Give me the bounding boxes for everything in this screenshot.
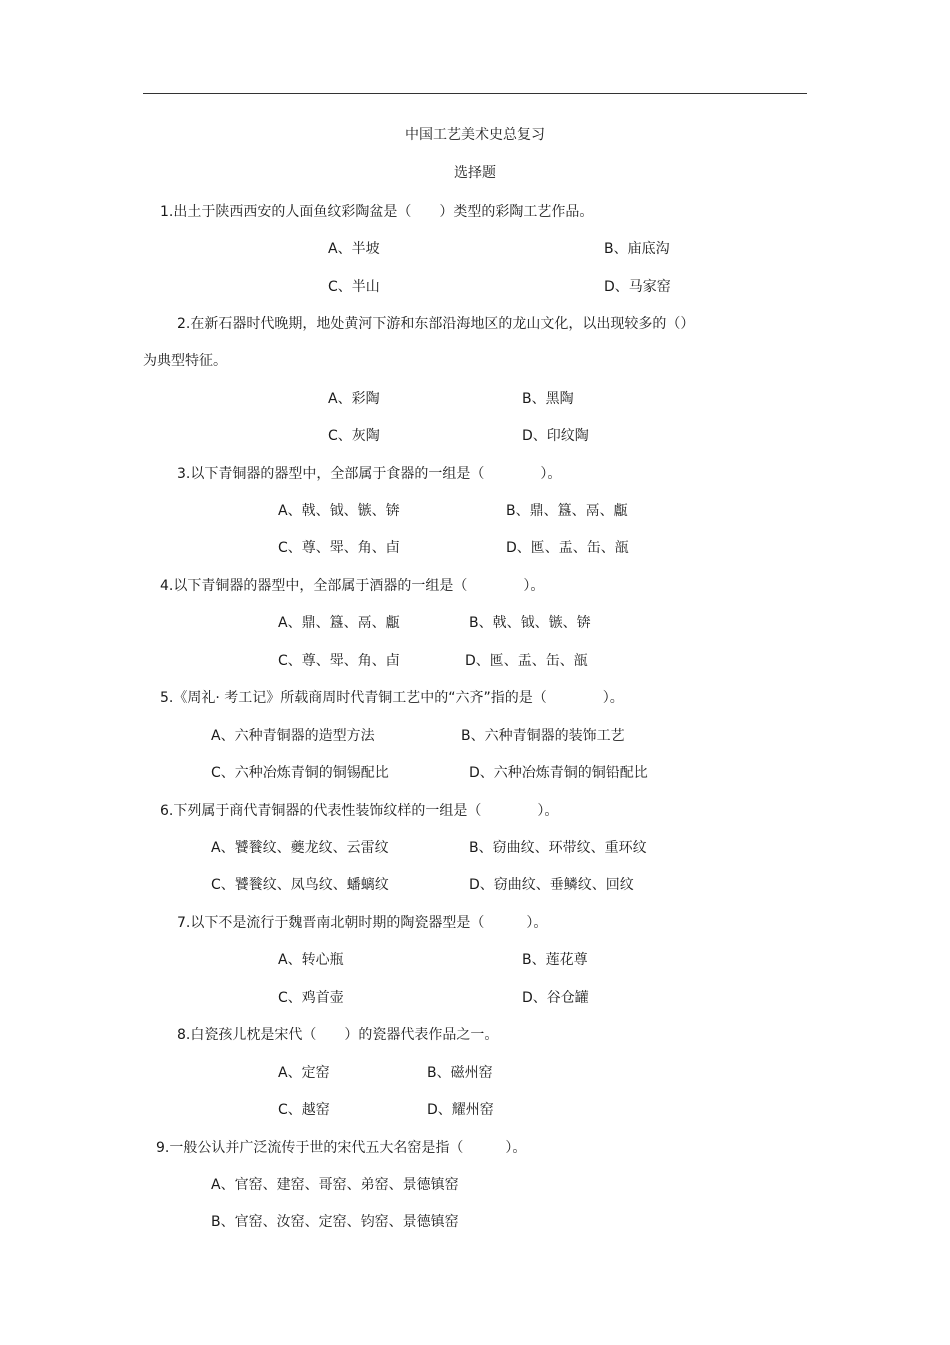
question-4-option-b: B、戟、钺、镞、锛: [469, 615, 591, 631]
question-2-stem: 2.在新石器时代晚期，地处黄河下游和东部沿海地区的龙山文化，以出现较多的（）: [177, 316, 695, 332]
question-3-option-d: D、匜、盂、缶、瓿: [506, 540, 629, 556]
header-rule: [143, 93, 807, 94]
question-8-option-c: C、越窑: [278, 1102, 330, 1118]
question-9-option-b: B、官窑、汝窑、定窑、钧窑、景德镇窑: [211, 1214, 459, 1230]
question-4-stem: 4.以下青铜器的器型中，全部属于酒器的一组是（ ）。: [160, 578, 545, 594]
question-6-option-c: C、饕餮纹、凤鸟纹、蟠螭纹: [211, 877, 389, 893]
question-2-option-b: B、黑陶: [522, 391, 574, 407]
question-4-option-d: D、匜、盂、缶、瓿: [465, 653, 588, 669]
document-title: 中国工艺美术史总复习: [405, 127, 545, 143]
question-3-option-a: A、戟、钺、镞、锛: [278, 503, 400, 519]
question-5-option-c: C、六种冶炼青铜的铜锡配比: [211, 765, 389, 781]
question-6-option-b: B、窃曲纹、环带纹、重环纹: [469, 840, 647, 856]
section-heading: 选择题: [454, 165, 496, 181]
question-4-option-c: C、尊、斝、角、卣: [278, 653, 400, 669]
question-2-option-c: C、灰陶: [328, 428, 380, 444]
question-8-stem: 8.白瓷孩儿枕是宋代（ ）的瓷器代表作品之一。: [177, 1027, 499, 1043]
question-6-option-a: A、饕餮纹、夔龙纹、云雷纹: [211, 840, 389, 856]
question-5-option-b: B、六种青铜器的装饰工艺: [461, 728, 625, 744]
question-9-stem: 9.一般公认并广泛流传于世的宋代五大名窑是指（ ）。: [156, 1140, 527, 1156]
question-7-option-a: A、转心瓶: [278, 952, 344, 968]
question-1-option-b: B、庙底沟: [604, 241, 670, 257]
question-1-option-a: A、半坡: [328, 241, 380, 257]
question-2-option-d: D、印纹陶: [522, 428, 589, 444]
question-3-stem: 3.以下青铜器的器型中，全部属于食器的一组是（ ）。: [177, 466, 562, 482]
question-9-option-a: A、官窑、建窑、哥窑、弟窑、景德镇窑: [211, 1177, 459, 1193]
question-7-option-b: B、莲花尊: [522, 952, 588, 968]
question-3-option-c: C、尊、斝、角、卣: [278, 540, 400, 556]
question-8-option-b: B、磁州窑: [427, 1065, 493, 1081]
question-7-option-c: C、鸡首壶: [278, 990, 344, 1006]
question-7-option-d: D、谷仓罐: [522, 990, 589, 1006]
question-6-option-d: D、窃曲纹、垂鳞纹、回纹: [469, 877, 634, 893]
question-4-option-a: A、鼎、簋、鬲、甗: [278, 615, 400, 631]
question-3-option-b: B、鼎、簋、鬲、甗: [506, 503, 628, 519]
question-5-option-a: A、六种青铜器的造型方法: [211, 728, 375, 744]
question-1-stem: 1.出土于陕西西安的人面鱼纹彩陶盆是（ ）类型的彩陶工艺作品。: [160, 204, 594, 220]
question-1-option-c: C、半山: [328, 279, 380, 295]
question-6-stem: 6.下列属于商代青铜器的代表性装饰纹样的一组是（ ）。: [160, 803, 559, 819]
question-2-stem-continued: 为典型特征。: [143, 353, 227, 369]
question-8-option-a: A、定窑: [278, 1065, 330, 1081]
question-2-option-a: A、彩陶: [328, 391, 380, 407]
question-5-stem: 5.《周礼· 考工记》所载商周时代青铜工艺中的“六齐”指的是（ ）。: [160, 690, 624, 706]
question-1-option-d: D、马家窑: [604, 279, 671, 295]
question-5-option-d: D、六种冶炼青铜的铜铅配比: [469, 765, 648, 781]
question-7-stem: 7.以下不是流行于魏晋南北朝时期的陶瓷器型是（ ）。: [177, 915, 548, 931]
question-8-option-d: D、耀州窑: [427, 1102, 494, 1118]
